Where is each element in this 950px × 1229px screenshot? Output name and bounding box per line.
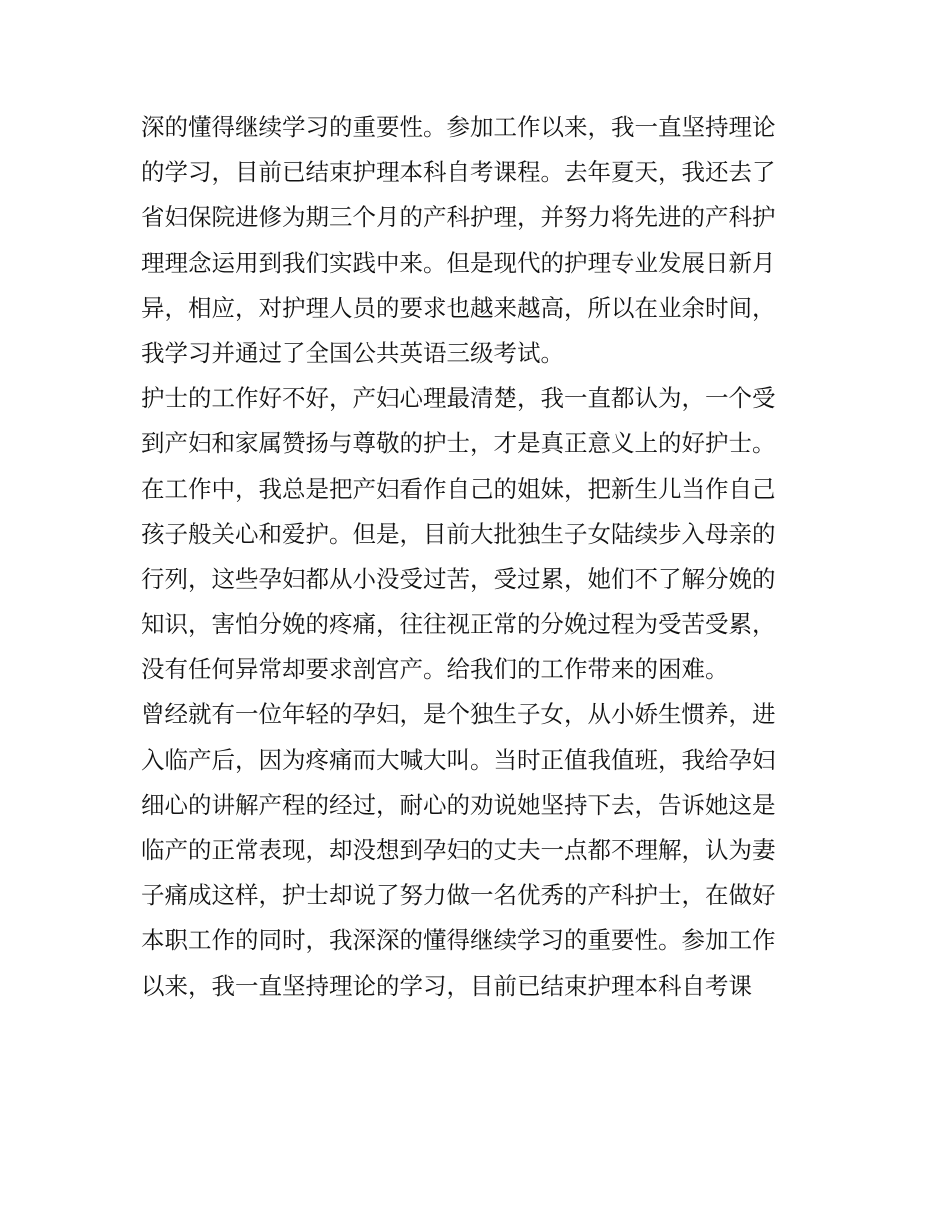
text-line: 异，相应，对护理人员的要求也越来越高，所以在业余时间， — [141, 293, 776, 322]
text-line: 孩子般关心和爱护。但是，目前大批独生子女陆续步入母亲的 — [141, 519, 776, 548]
text-line: 理理念运用到我们实践中来。但是现代的护理专业发展日新月 — [141, 248, 776, 277]
text-line: 行列，这些孕妇都从小没受过苦，受过累，她们不了解分娩的 — [141, 564, 776, 593]
text-line: 的学习，目前已结束护理本科自考课程。去年夏天，我还去了 — [141, 158, 776, 187]
body-text — [141, 105, 821, 1009]
text-line: 护士的工作好不好，产妇心理最清楚，我一直都认为，一个受 — [141, 384, 776, 413]
text-line: 临产的正常表现，却没想到孕妇的丈夫一点都不理解，认为妻 — [141, 836, 776, 864]
text-line: 子痛成这样，护士却说了努力做一名优秀的产科护士，在做好 — [141, 881, 776, 910]
text-line: 入临产后，因为疼痛而大喊大叫。当时正值我值班，我给孕妇 — [141, 745, 776, 774]
text-line: 曾经就有一位年轻的孕妇，是个独生子女，从小娇生惯养，进 — [141, 700, 776, 729]
text-line: 以来，我一直坚持理论的学习，目前已结束护理本科自考课 — [141, 971, 752, 1000]
text-line: 在工作中，我总是把产妇看作自己的姐妹，把新生儿当作自己 — [141, 474, 776, 503]
text-line: 省妇保院进修为期三个月的产科护理，并努力将先进的产科护 — [141, 203, 776, 232]
text-line: 深的懂得继续学习的重要性。参加工作以来，我一直坚持理论 — [141, 113, 776, 141]
text-line: 到产妇和家属赞扬与尊敬的护士，才是真正意义上的好护士。 — [141, 429, 776, 458]
text-line: 本职工作的同时，我深深的懂得继续学习的重要性。参加工作 — [141, 926, 776, 955]
text-line: 细心的讲解产程的经过，耐心的劝说她坚持下去，告诉她这是 — [141, 790, 776, 819]
text-line: 没有任何异常却要求剖宫产。给我们的工作带来的困难。 — [141, 655, 729, 684]
text-line: 我学习并通过了全国公共英语三级考试。 — [141, 338, 564, 367]
text-line: 知识，害怕分娩的疼痛，往往视正常的分娩过程为受苦受累， — [141, 610, 776, 639]
